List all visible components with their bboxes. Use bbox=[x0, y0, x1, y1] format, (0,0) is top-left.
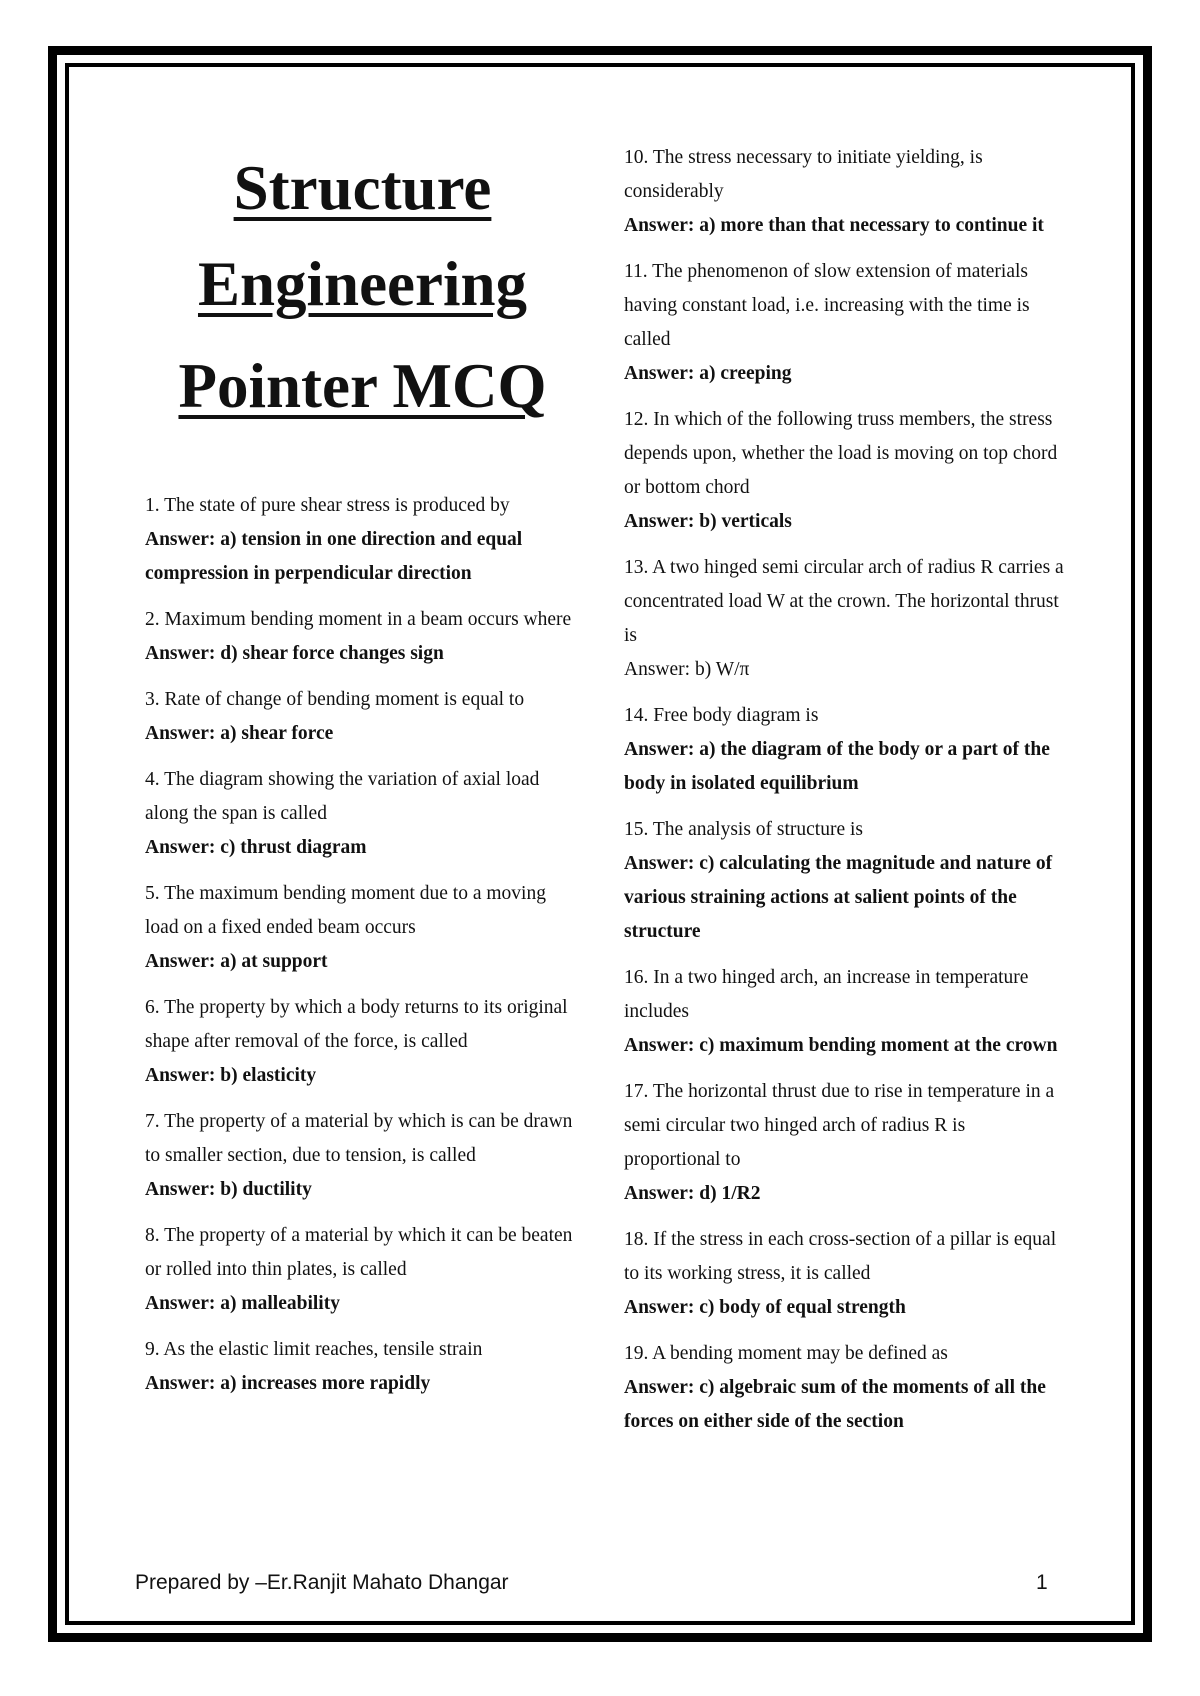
question-text: 3. Rate of change of bending moment is equal to bbox=[145, 689, 525, 710]
question-item bbox=[624, 699, 1064, 801]
answer-text: Answer: c) algebraic sum of the moments of all the forces on either side of the section bbox=[624, 1377, 1046, 1432]
question-text: 6. The property by which a body returns to its original shape after removal of the force, is called bbox=[145, 997, 568, 1052]
answer-text: Answer: a) the diagram of the body or a part of the body in isolated equilibrium bbox=[624, 739, 1050, 794]
title-line-3: Pointer MCQ bbox=[178, 351, 547, 421]
question-item bbox=[624, 813, 1064, 949]
question-item bbox=[145, 1105, 575, 1207]
question-text: 15. The analysis of structure is bbox=[624, 819, 864, 840]
answer-text: Answer: c) calculating the magnitude and nature of various straining actions at salient points of the structure bbox=[624, 853, 1053, 942]
question-item bbox=[145, 877, 575, 979]
question-text: 14. Free body diagram is bbox=[624, 705, 819, 726]
question-item bbox=[145, 1219, 575, 1321]
question-text: 18. If the stress in each cross-section of a pillar is equal to its working stress, it is called bbox=[624, 1229, 1057, 1284]
question-item bbox=[145, 603, 575, 671]
question-text: 16. In a two hinged arch, an increase in temperature includes bbox=[624, 967, 1029, 1022]
question-item bbox=[145, 683, 575, 751]
question-text: 4. The diagram showing the variation of axial load along the span is called bbox=[145, 769, 540, 824]
page-number: 1 bbox=[1036, 1571, 1048, 1594]
question-text: 5. The maximum bending moment due to a moving load on a fixed ended beam occurs bbox=[145, 883, 546, 938]
answer-text: Answer: d) 1/R2 bbox=[624, 1183, 761, 1204]
question-item bbox=[624, 551, 1064, 687]
question-item bbox=[145, 1333, 575, 1401]
question-item bbox=[145, 763, 575, 865]
question-text: 1. The state of pure shear stress is produced by bbox=[145, 495, 510, 516]
answer-text: Answer: c) thrust diagram bbox=[145, 837, 367, 858]
answer-text: Answer: a) increases more rapidly bbox=[145, 1373, 431, 1394]
question-text: 9. As the elastic limit reaches, tensile strain bbox=[145, 1339, 483, 1360]
question-text: 8. The property of a material by which it can be beaten or rolled into thin plates, is called bbox=[145, 1225, 573, 1280]
answer-text: Answer: a) at support bbox=[145, 951, 328, 972]
question-text: 17. The horizontal thrust due to rise in temperature in a semi circular two hinged arch of radius R is proportional to bbox=[624, 1081, 1055, 1170]
answer-text: Answer: c) maximum bending moment at the crown bbox=[624, 1035, 1058, 1056]
answer-text: Answer: a) shear force bbox=[145, 723, 334, 744]
answer-text: Answer: a) more than that necessary to continue it bbox=[624, 215, 1044, 236]
answer-text: Answer: b) ductility bbox=[145, 1179, 312, 1200]
question-text: 2. Maximum bending moment in a beam occurs where bbox=[145, 609, 572, 630]
answer-text: Answer: a) tension in one direction and equal compression in perpendicular direction bbox=[145, 529, 523, 584]
question-item bbox=[624, 1337, 1064, 1439]
answer-text: Answer: b) elasticity bbox=[145, 1065, 317, 1086]
question-item bbox=[145, 991, 575, 1093]
answer-text: Answer: b) W/π bbox=[624, 659, 750, 680]
question-item bbox=[624, 403, 1064, 539]
question-item bbox=[624, 1075, 1064, 1211]
answer-text: Answer: b) verticals bbox=[624, 511, 792, 532]
answer-text: Answer: c) body of equal strength bbox=[624, 1297, 906, 1318]
question-text: 19. A bending moment may be defined as bbox=[624, 1343, 948, 1364]
question-text: 13. A two hinged semi circular arch of radius R carries a concentrated load W at the crown. The horizontal thrust is bbox=[624, 557, 1064, 646]
right-question-column bbox=[624, 141, 1064, 1451]
title-line-1: Structure bbox=[233, 153, 492, 223]
title-line-2: Engineering bbox=[197, 249, 528, 319]
question-item bbox=[624, 255, 1064, 391]
answer-text: Answer: a) creeping bbox=[624, 363, 792, 384]
footer-author: Prepared by –Er.Ranjit Mahato Dhangar bbox=[135, 1571, 509, 1594]
question-text: 12. In which of the following truss members, the stress depends upon, whether the load is moving on top chord or bottom chord bbox=[624, 409, 1058, 498]
question-item bbox=[145, 489, 575, 591]
question-text: 11. The phenomenon of slow extension of materials having constant load, i.e. increasing with the time is called bbox=[624, 261, 1030, 350]
question-item bbox=[624, 961, 1064, 1063]
question-text: 10. The stress necessary to initiate yielding, is considerably bbox=[624, 147, 983, 202]
answer-text: Answer: a) malleability bbox=[145, 1293, 340, 1314]
question-text: 7. The property of a material by which is can be drawn to smaller section, due to tension, is called bbox=[145, 1111, 573, 1166]
question-item bbox=[624, 141, 1064, 243]
answer-text: Answer: d) shear force changes sign bbox=[145, 643, 444, 664]
left-question-column bbox=[145, 489, 575, 1413]
question-item bbox=[624, 1223, 1064, 1325]
